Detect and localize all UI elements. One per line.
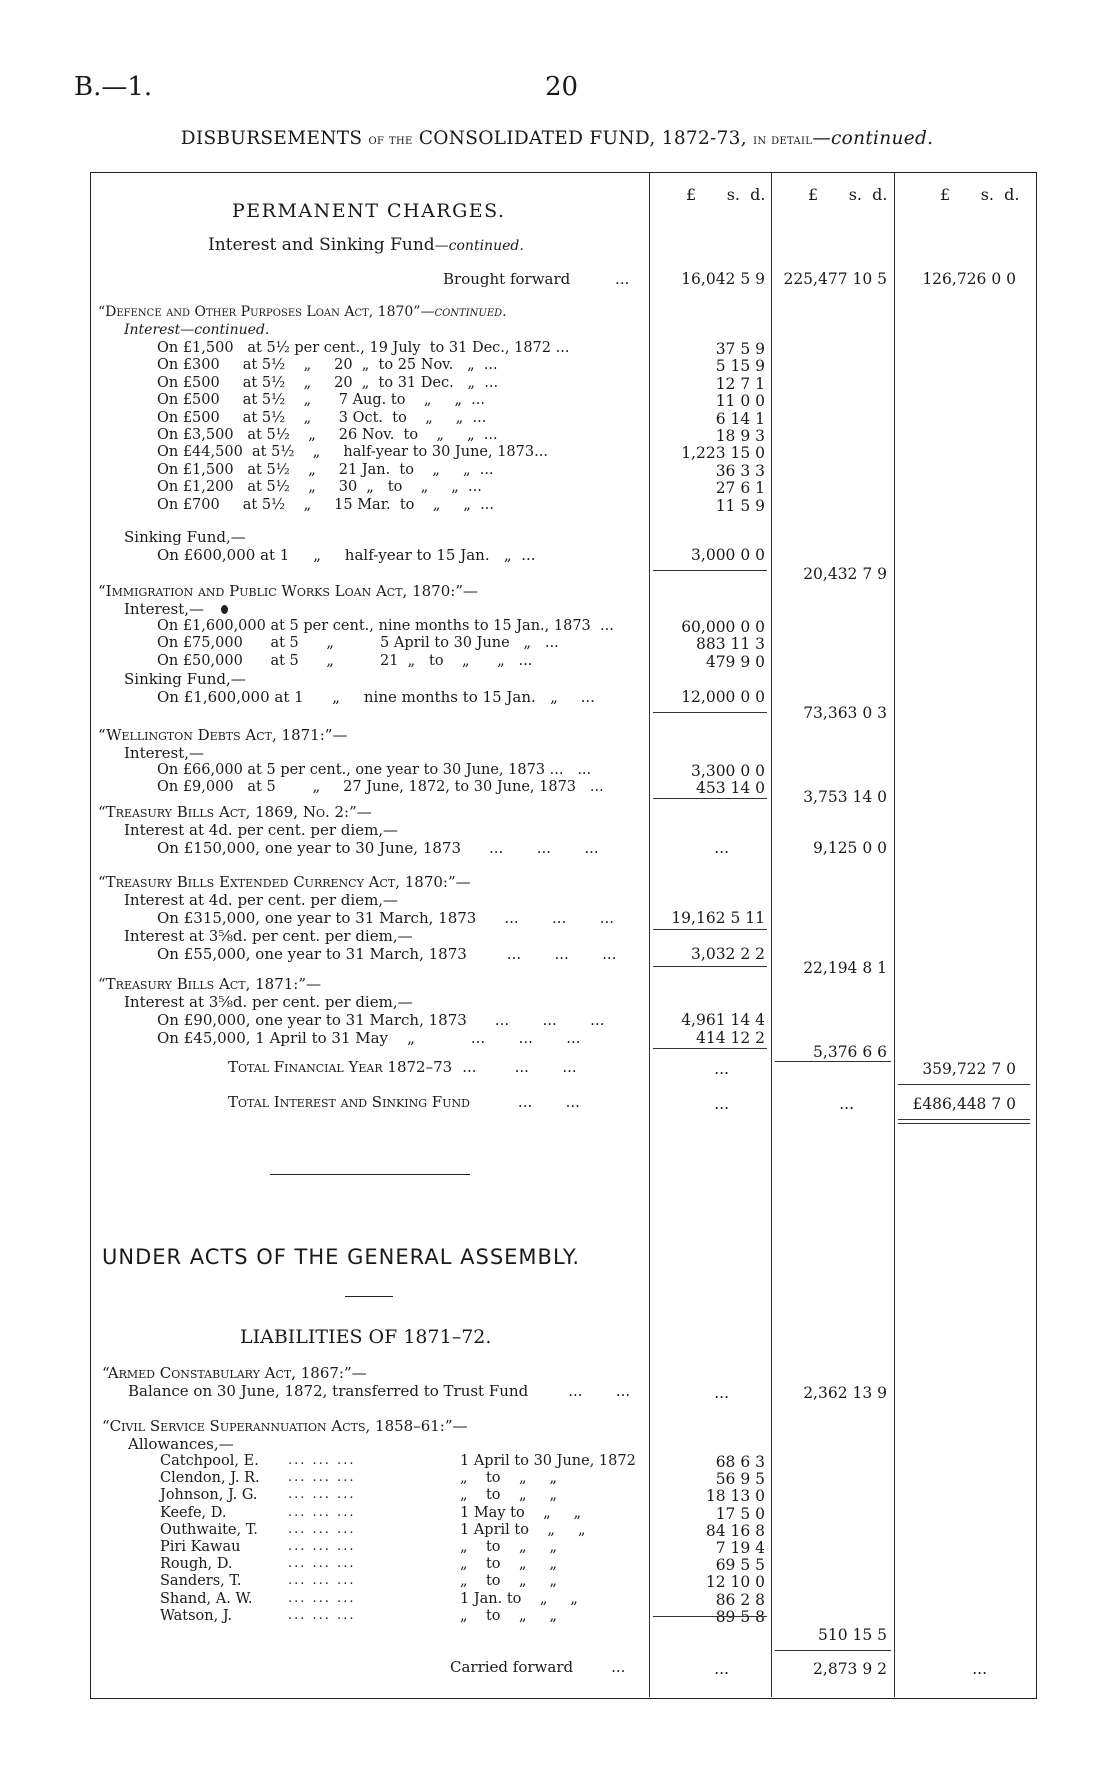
treasury-1869-col1: ... (714, 839, 729, 857)
civil-row-leader-dots: ... ... ... (288, 1556, 356, 1572)
wellington-interest-label: Interest,— (124, 744, 205, 762)
liabilities-heading: LIABILITIES OF 1871–72. (240, 1326, 492, 1348)
act-title-wellington: “Wellington Debts Act, 1871:”— (98, 726, 348, 744)
act-title-treasury-1871: “Treasury Bills Act, 1871:”— (98, 975, 322, 993)
civil-row-name: Catchpool, E. (160, 1453, 259, 1469)
defence-row-value: 18 9 3 (715, 427, 765, 445)
immigration-interest-label: Interest,— (124, 600, 228, 618)
civil-row-period: „ to „ „ (460, 1573, 558, 1590)
defence-interest-label: Interest—continued. (124, 322, 270, 338)
column-rule-3 (894, 172, 895, 1697)
rule-carried-forward (775, 1650, 891, 1651)
currency-header-col3: £ s. d. (940, 185, 1020, 204)
brought-forward-label: Brought forward ... (443, 270, 630, 288)
wellington-row-value: 3,300 0 0 (691, 762, 765, 780)
civil-row-leader-dots: ... ... ... (288, 1590, 356, 1606)
civil-row-leader-dots: ... ... ... (288, 1470, 356, 1486)
civil-row-value: 18 13 0 (705, 1487, 765, 1506)
short-separator (345, 1296, 393, 1297)
treasury-1871-row-2: On £45,000, 1 April to 31 May „ ... ... ... (157, 1029, 581, 1047)
immigration-row-text: On £50,000 at 5 „ 21 „ to „ „ ... (157, 652, 533, 669)
immigration-sinking-value: 12,000 0 0 (681, 688, 765, 706)
immigration-sinking-row: On £1,600,000 at 1 „ nine months to 15 Jan. „ ... (157, 688, 595, 706)
section-heading-general-assembly: UNDER ACTS OF THE GENERAL ASSEMBLY. (102, 1245, 581, 1269)
civil-row-leader-dots: ... ... ... (288, 1539, 356, 1554)
rule-treasury-ext-a (653, 929, 767, 930)
civil-row-leader-dots: ... ... ... (288, 1607, 356, 1623)
constabulary-col1: ... (714, 1384, 729, 1402)
carried-forward-col2: 2,873 9 2 (813, 1660, 887, 1678)
treasury-ext-rate-1: Interest at 4d. per cent. per diem,— (124, 891, 399, 909)
defence-row-text: On £500 at 5½ „ 3 Oct. to „ „ ... (157, 409, 487, 426)
civil-row-period: 1 May to „ „ (460, 1504, 582, 1521)
defence-row-value: 11 5 9 (715, 496, 765, 515)
immigration-row-value: 60,000 0 0 (681, 618, 765, 636)
rule-defence-subtotal (653, 570, 767, 571)
defence-row-value: 37 5 9 (715, 340, 765, 358)
defence-row-text: On £500 at 5½ „ 20 „ to 31 Dec. „ ... (157, 374, 499, 391)
treasury-ext-rate-2: Interest at 3⅝d. per cent. per diem,— (124, 927, 413, 945)
treasury-1871-value-1: 4,961 14 4 (681, 1011, 765, 1029)
immigration-total: 73,363 0 3 (803, 704, 887, 722)
rule-grand-total-a (898, 1119, 1030, 1120)
civil-row-value: 89 5 8 (715, 1607, 765, 1626)
wellington-row-text: On £9,000 at 5 „ 27 June, 1872, to 30 June, 1873 ... (157, 779, 604, 796)
constabulary-col2: 2,362 13 9 (803, 1384, 887, 1402)
defence-row-value: 11 0 0 (715, 392, 765, 411)
total-interest-sinking-label: Total Interest and Sinking Fund ... ... (228, 1093, 580, 1111)
defence-row-text: On £1,500 at 5½ per cent., 19 July to 31 Dec., 1872 ... (157, 340, 570, 356)
treasury-1869-total: 9,125 0 0 (813, 839, 887, 857)
civil-row-name: Watson, J. (160, 1607, 233, 1624)
total-financial-year-col1: ... (714, 1060, 729, 1078)
total-financial-year-col3: 359,722 7 0 (922, 1060, 1016, 1078)
defence-row-text: On £500 at 5½ „ 7 Aug. to „ „ ... (157, 392, 485, 409)
act-title-treasury-1869: “Treasury Bills Act, 1869, No. 2:”— (98, 803, 372, 821)
act-title-defence: “Defence and Other Purposes Loan Act, 1870”—continued. (98, 304, 507, 320)
civil-row-leader-dots: ... ... ... (288, 1504, 356, 1520)
civil-row-value: 68 6 3 (715, 1453, 765, 1471)
treasury-ext-row-2: On £55,000, one year to 31 March, 1873 ... ... ... (157, 945, 617, 963)
defence-total: 20,432 7 9 (803, 565, 887, 583)
treasury-1869-rate: Interest at 4d. per cent. per diem,— (124, 821, 399, 839)
column-rule-2 (771, 172, 772, 1697)
total-interest-sinking-col1: ... (714, 1095, 729, 1113)
section-heading-permanent: PERMANENT CHARGES. (232, 200, 506, 222)
immigration-row-text: On £1,600,000 at 5 per cent., nine months to 15 Jan., 1873 ... (157, 618, 614, 634)
page-number: 20 (545, 72, 579, 102)
total-financial-year-label: Total Financial Year 1872–73 ... ... ... (228, 1058, 577, 1076)
defence-sinking-row: On £600,000 at 1 „ half-year to 15 Jan. „ ... (157, 546, 536, 564)
civil-row-leader-dots: ... ... ... (288, 1487, 356, 1503)
rule-grand-total-b (898, 1123, 1030, 1124)
document-title: DISBURSEMENTS of the CONSOLIDATED FUND, 1872-73, in detail—continued. (180, 128, 934, 149)
treasury-1871-value-2: 414 12 2 (695, 1029, 765, 1047)
rule-col3-total (898, 1084, 1030, 1085)
defence-row-text: On £44,500 at 5½ „ half-year to 30 June, 1873... (157, 444, 548, 461)
rule-treasury-1871 (653, 1048, 767, 1049)
rule-civil-subtotal (653, 1616, 767, 1617)
total-interest-sinking-col2: ... (839, 1095, 854, 1113)
civil-total: 510 15 5 (817, 1626, 887, 1644)
civil-row-value: 86 2 8 (715, 1590, 765, 1609)
carried-forward-label: Carried forward ... (450, 1658, 626, 1676)
carried-forward-col3: ... (972, 1660, 987, 1678)
wellington-total: 3,753 14 0 (803, 788, 887, 806)
immigration-row-value: 479 9 0 (705, 652, 765, 671)
civil-row-leader-dots: ... ... ... (288, 1521, 356, 1537)
immigration-row-value: 883 11 3 (695, 635, 765, 654)
total-interest-sinking-col3: £486,448 7 0 (912, 1095, 1016, 1113)
section-separator (270, 1174, 470, 1175)
defence-row-text: On £700 at 5½ „ 15 Mar. to „ „ ... (157, 496, 494, 513)
column-rule-1 (649, 172, 650, 1697)
defence-row-text: On £1,200 at 5½ „ 30 „ to „ „ ... (157, 479, 482, 496)
civil-row-period: 1 Jan. to „ „ (460, 1590, 578, 1607)
civil-row-period: „ to „ „ (460, 1539, 558, 1555)
defence-sinking-value: 3,000 0 0 (691, 546, 765, 564)
treasury-ext-value-2: 3,032 2 2 (691, 945, 765, 963)
page-reference: B.—1. (74, 72, 153, 102)
defence-row-value: 5 15 9 (715, 357, 765, 376)
civil-allowances-label: Allowances,— (128, 1435, 234, 1453)
brought-forward-col2: 225,477 10 5 (783, 270, 887, 288)
treasury-1871-row-1: On £90,000, one year to 31 March, 1873 ... ... ... (157, 1011, 605, 1029)
civil-row-value: 56 9 5 (715, 1470, 765, 1489)
civil-row-leader-dots: ... ... ... (288, 1453, 356, 1468)
defence-row-text: On £300 at 5½ „ 20 „ to 25 Nov. „ ... (157, 357, 498, 374)
civil-row-period: „ to „ „ (460, 1556, 558, 1573)
subheading-interest-sinking: Interest and Sinking Fund—continued. (208, 235, 524, 255)
civil-row-name: Piri Kawau (160, 1539, 241, 1555)
civil-row-value: 7 19 4 (715, 1539, 765, 1557)
civil-row-value: 17 5 0 (715, 1504, 765, 1523)
immigration-sinking-label: Sinking Fund,— (124, 670, 246, 688)
treasury-ext-total: 22,194 8 1 (803, 959, 887, 977)
defence-row-value: 27 6 1 (715, 479, 765, 498)
civil-row-value: 12 10 0 (705, 1573, 765, 1592)
carried-forward-col1: ... (714, 1660, 729, 1678)
act-title-civil-service: “Civil Service Superannuation Acts, 1858–61:”— (102, 1417, 468, 1435)
rule-treasury-ext-b (653, 966, 767, 967)
civil-row-period: „ to „ „ (460, 1607, 558, 1624)
civil-row-name: Sanders, T. (160, 1573, 242, 1590)
civil-row-period: 1 April to „ „ (460, 1521, 586, 1538)
civil-row-name: Outhwaite, T. (160, 1521, 258, 1538)
civil-row-value: 84 16 8 (705, 1521, 765, 1540)
currency-header-col1: £ s. d. (686, 185, 766, 204)
defence-row-value: 6 14 1 (715, 409, 765, 428)
civil-row-name: Rough, D. (160, 1556, 233, 1573)
immigration-row-text: On £75,000 at 5 „ 5 April to 30 June „ ... (157, 635, 559, 652)
civil-row-leader-dots: ... ... ... (288, 1573, 356, 1589)
ink-dot (221, 605, 228, 614)
wellington-row-text: On £66,000 at 5 per cent., one year to 30 June, 1873 ... ... (157, 762, 592, 778)
act-title-immigration: “Immigration and Public Works Loan Act, 1870:”— (98, 582, 478, 600)
treasury-ext-value-1: 19,162 5 11 (671, 909, 765, 927)
brought-forward-col1: 16,042 5 9 (681, 270, 765, 288)
rule-immigration-subtotal (653, 712, 767, 713)
act-title-treasury-extended: “Treasury Bills Extended Currency Act, 1870:”— (98, 873, 471, 891)
defence-row-value: 36 3 3 (715, 461, 765, 480)
treasury-1871-rate: Interest at 3⅝d. per cent. per diem,— (124, 993, 413, 1011)
wellington-row-value: 453 14 0 (695, 779, 765, 798)
defence-row-text: On £3,500 at 5½ „ 26 Nov. to „ „ ... (157, 427, 498, 443)
civil-row-value: 69 5 5 (715, 1556, 765, 1575)
civil-row-period: „ to „ „ (460, 1470, 558, 1487)
civil-row-period: „ to „ „ (460, 1487, 558, 1504)
treasury-1869-row: On £150,000, one year to 30 June, 1873 ... ... ... (157, 839, 599, 857)
rule-col2-financial-year (775, 1061, 891, 1062)
civil-row-period: 1 April to 30 June, 1872 (460, 1453, 636, 1469)
constabulary-row: Balance on 30 June, 1872, transferred to Trust Fund ... ... (128, 1382, 631, 1400)
treasury-1871-total: 5,376 6 6 (813, 1043, 887, 1061)
defence-sinking-label: Sinking Fund,— (124, 528, 246, 546)
civil-row-name: Shand, A. W. (160, 1590, 253, 1607)
defence-row-value: 12 7 1 (715, 374, 765, 393)
rule-wellington-subtotal (653, 798, 767, 799)
defence-row-value: 1,223 15 0 (681, 444, 765, 463)
treasury-ext-row-1: On £315,000, one year to 31 March, 1873 ... ... ... (157, 909, 615, 927)
defence-row-text: On £1,500 at 5½ „ 21 Jan. to „ „ ... (157, 461, 494, 478)
civil-row-name: Johnson, J. G. (160, 1487, 258, 1504)
brought-forward-col3: 126,726 0 0 (922, 270, 1016, 288)
civil-row-name: Keefe, D. (160, 1504, 227, 1521)
act-title-constabulary: “Armed Constabulary Act, 1867:”— (102, 1364, 367, 1382)
civil-row-name: Clendon, J. R. (160, 1470, 260, 1487)
currency-header-col2: £ s. d. (808, 185, 888, 204)
